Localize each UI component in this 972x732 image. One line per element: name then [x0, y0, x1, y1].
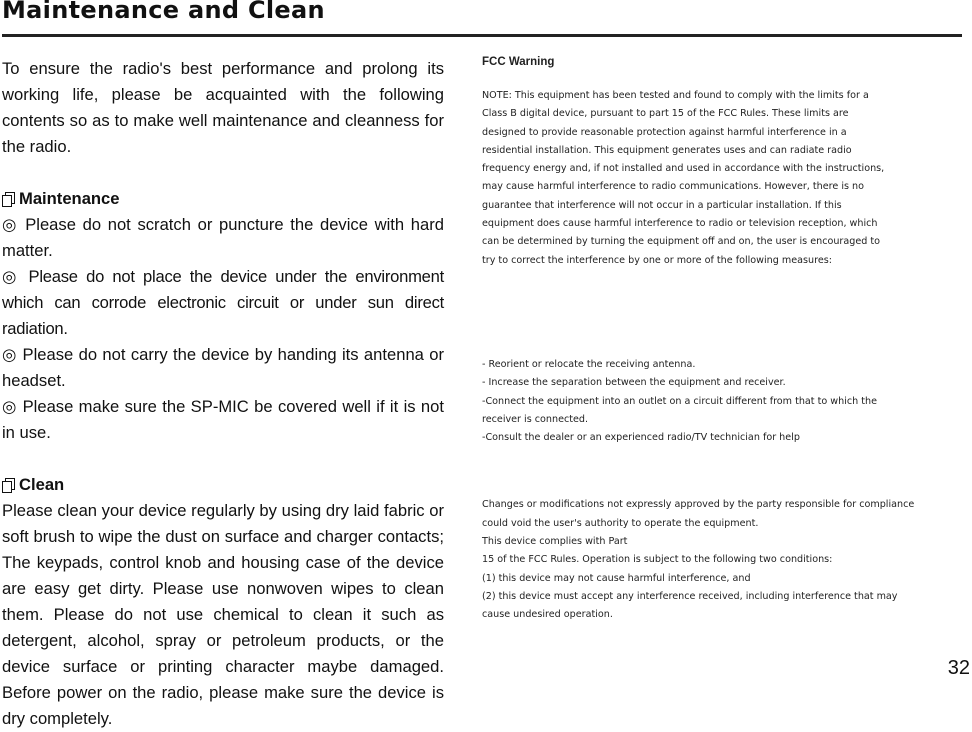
fcc-column: [482, 55, 942, 625]
left-column: [2, 56, 444, 732]
intro-paragraph: To ensure the radio's best performance and prolong its working life, please be acquainted with the following contents so as to make well maintenance and cleanness for the radio.: [2, 59, 444, 156]
fcc-note-line: guarantee that interference will not occur in a particular installation. If this: [482, 199, 842, 211]
document-icon: [2, 192, 15, 207]
fcc-measure-line: -Consult the dealer or an experienced radio/TV technician for help: [482, 432, 800, 444]
fcc-compliance-line: (1) this device may not cause harmful interference, and: [482, 572, 751, 584]
clean-heading-label: Clean: [19, 475, 65, 494]
page-title: Maintenance and Clean: [2, 0, 325, 24]
fcc-compliance-line: could void the user's authority to operate the equipment.: [482, 517, 759, 529]
spacer: [2, 446, 444, 472]
spacer: [2, 160, 444, 186]
maintenance-heading-label: Maintenance: [19, 189, 120, 208]
fcc-note-line: equipment does cause harmful interference to radio or television reception, which: [482, 218, 878, 230]
maintenance-item: ◎ Please do not place the device under the environment which can corrode electronic circuit or under sun direct radiation.: [2, 267, 444, 338]
fcc-note-line: residential installation. This equipment generates uses and can radiate radio: [482, 144, 852, 156]
fcc-measure-line: -Connect the equipment into an outlet on a circuit different from that to which the: [482, 395, 878, 407]
fcc-compliance: [482, 496, 942, 624]
fcc-note-line: can be determined by turning the equipment off and on, the user is encouraged to: [482, 236, 881, 248]
fcc-note-line: may cause harmful interference to radio communications. However, there is no: [482, 181, 864, 193]
fcc-compliance-line: Changes or modifications not expressly approved by the party responsible for compliance: [482, 499, 915, 511]
maintenance-heading: [2, 186, 444, 212]
page-number: 32: [947, 657, 970, 679]
maintenance-item: ◎ Please do not scratch or puncture the device with hard matter.: [2, 215, 444, 260]
fcc-measure-line: - Increase the separation between the equipment and receiver.: [482, 377, 786, 389]
fcc-compliance-line: 15 of the FCC Rules. Operation is subject to the following two conditions:: [482, 554, 833, 566]
clean-paragraph: Please clean your device regularly by using dry laid fabric or soft brush to wipe the dust on surface and charger contacts; The keypads, control knob and housing case of the device are easy get dirty. Please use nonwoven wipes to clean them. Please do not use chemical to clean it such as detergent, alcohol, spray or petroleum products, or the device surface or printing character maybe damaged. Before power on the radio, please make sure the device is dry completely.: [2, 501, 444, 728]
fcc-measure-line: - Reorient or relocate the receiving antenna.: [482, 358, 696, 370]
fcc-note-line: designed to provide reasonable protection against harmful interference in a: [482, 126, 847, 138]
clean-heading: [2, 472, 444, 498]
fcc-note-line: frequency energy and, if not installed and used in accordance with the instructions,: [482, 163, 885, 175]
fcc-measure-line: receiver is connected.: [482, 413, 589, 425]
fcc-compliance-line: (2) this device must accept any interference received, including interference that may: [482, 590, 898, 602]
fcc-compliance-line: This device complies with Part: [482, 536, 628, 548]
document-icon: [2, 478, 15, 493]
fcc-note-line: Class B digital device, pursuant to part 15 of the FCC Rules. These limits are: [482, 108, 849, 120]
fcc-note-line: try to correct the interference by one or more of the following measures:: [482, 254, 832, 266]
fcc-note-line: NOTE: This equipment has been tested and found to comply with the limits for a: [482, 90, 869, 101]
fcc-measures: [482, 356, 942, 447]
maintenance-item: ◎ Please make sure the SP-MIC be covered well if it is not in use.: [2, 397, 444, 442]
fcc-compliance-line: cause undesired operation.: [482, 609, 613, 621]
fcc-title: FCC Warning: [482, 56, 555, 68]
title-divider: [2, 34, 962, 37]
fcc-note: [482, 87, 942, 270]
maintenance-item: ◎ Please do not carry the device by handing its antenna or headset.: [2, 345, 444, 390]
